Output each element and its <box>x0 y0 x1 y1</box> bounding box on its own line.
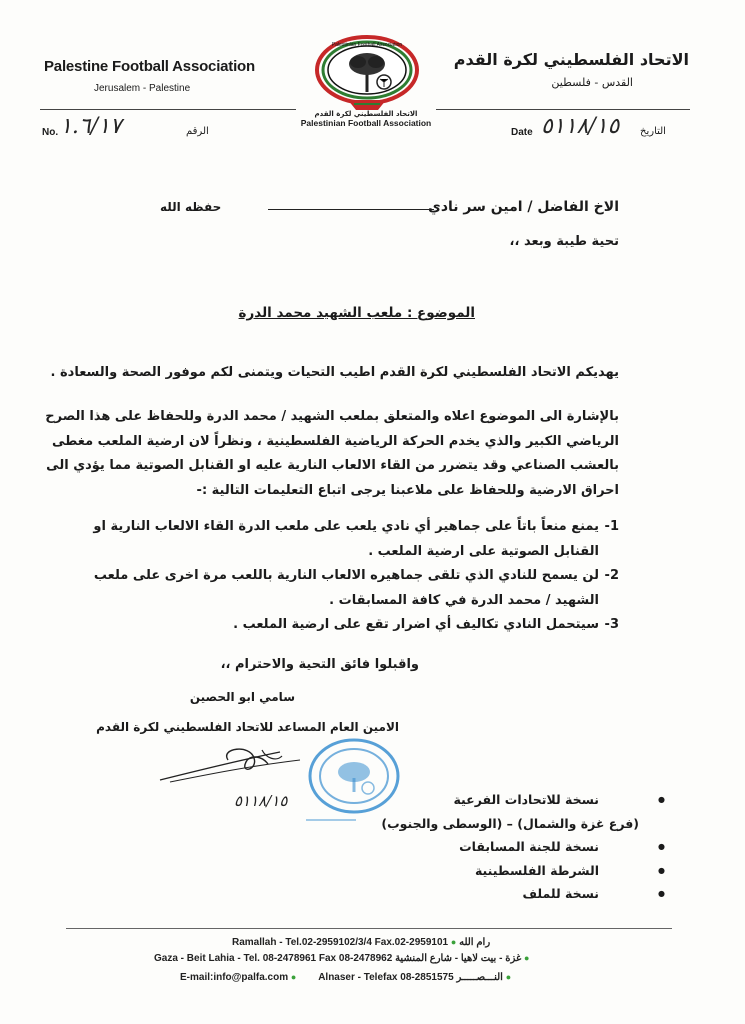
footer-dot-icon: ● <box>450 937 457 947</box>
addressee-blank-line <box>268 209 434 210</box>
footer-alnaser-contact: Alnaser - Telefax 08-2851575 <box>318 972 454 983</box>
reference-number-value: ١.٦/١٧ <box>60 114 122 139</box>
paragraph-line: احراق الارضية وللحفاظ على ملاعبنا يرجى اتباع التعليمات التالية :- <box>196 482 619 498</box>
association-logo-icon <box>314 34 420 112</box>
footer-divider <box>66 928 672 929</box>
handwritten-signature-icon <box>150 740 390 810</box>
body-paragraph <box>45 405 619 503</box>
org-city-arabic: القدس - فلسطين <box>551 76 633 89</box>
instruction-line: سيتحمل النادي تكاليف أي اضرار تقع على ارضية الملعب . <box>233 617 599 632</box>
svg-text:Palestinian Football Associati: Palestinian Football Association <box>331 42 403 48</box>
instruction-line: الشهيد / محمد الدرة في كافة المسابقات . <box>329 592 599 608</box>
instruction-number: 3- <box>604 617 619 632</box>
instruction-item <box>93 613 619 638</box>
instruction-number: 1- <box>604 519 619 534</box>
copy-recipient: ● نسخة للجنة المسابقات <box>381 835 619 859</box>
date-value: ٥١١٨/١٥ <box>541 114 620 139</box>
greeting-line: تحية طيبة وبعد ،، <box>509 234 619 249</box>
paragraph-line: بالإشارة الى الموضوع اعلاه والمتعلق بملعب الشهيد / محمد الدرة وللحفاظ على هذا الصرح <box>45 409 619 424</box>
copy-recipient: ● الشرطة الفلسطينية <box>381 859 619 883</box>
footer-alnaser-arabic: النـــصـــــر <box>456 972 503 983</box>
svg-text:٥١١٨/١٥: ٥١١٨/١٥ <box>234 792 288 810</box>
instruction-item <box>93 515 619 564</box>
instruction-number: 2- <box>604 568 619 583</box>
signer-title: الامين العام المساعد للاتحاد الفلسطيني لكرة القدم <box>96 720 399 734</box>
reference-number-label-arabic: الرقم <box>186 126 209 137</box>
paragraph-line: الرياضي الكبير والذي يخدم الحركة الرياضية الفلسطينية ، ونظراً لان ارضية الملعب مغطى <box>51 433 619 449</box>
closing-regards: واقبلوا فائق التحية والاحترام ،، <box>220 657 419 672</box>
instruction-line: القنابل الصوتية على ارضية الملعب . <box>368 543 599 559</box>
instruction-line: لن يسمح للنادي الذي تلقى جماهيره الالعاب النارية باللعب مرة اخرى على ملعب <box>93 568 599 583</box>
reference-number-label: No. <box>42 127 59 138</box>
signer-name: سامي ابو الحصين <box>189 690 295 704</box>
header-divider-left <box>40 109 296 110</box>
date-label-arabic: التاريخ <box>640 126 666 137</box>
date-label: Date <box>511 127 533 138</box>
header-divider-right <box>436 109 690 110</box>
copy-recipient: ● نسخة للاتحادات الفرعية <box>381 788 619 812</box>
copy-recipient: ● نسخة للملف <box>381 882 619 906</box>
logo-caption-english: Palestinian Football Association <box>300 118 432 128</box>
copies-list <box>381 788 639 906</box>
instructions-list <box>93 515 619 638</box>
org-city-english: Jerusalem - Palestine <box>94 83 191 94</box>
footer-alnaser <box>180 972 511 983</box>
intro-line: يهديكم الاتحاد الفلسطيني لكرة القدم اطيب التحيات ويتمنى لكم موفور الصحة والسعادة . <box>50 365 619 380</box>
paragraph-line: بالعشب الصناعي وقد يتضرر من القاء الالعاب النارية عليه او القنابل الصوتية مما يؤدي الى <box>46 458 619 473</box>
footer-dot-icon: ● <box>290 972 297 982</box>
org-name-arabic: الاتحاد الفلسطيني لكرة القدم <box>453 50 689 69</box>
instruction-item <box>93 564 619 613</box>
addressee-line: الاخ الفاضل / امين سر نادي <box>428 199 619 215</box>
instruction-line: يمنع منعاً باتاً على جماهير أي نادي يلعب على ملعب الدرة القاء الالعاب النارية او <box>93 519 599 534</box>
footer-email: E-mail:info@palfa.com <box>180 972 289 983</box>
footer-dot-icon: ● <box>505 972 512 982</box>
footer-gaza-contact: Gaza - Beit Lahia - Tel. 08-2478961 Fax 08-2478962 <box>154 953 393 964</box>
honorific: حفظه الله <box>160 200 222 214</box>
copy-recipient-detail: (فرع غزة والشمال) – (الوسطى والجنوب) <box>381 815 639 831</box>
logo-caption-arabic: الاتحاد الفلسطيني لكرة القدم <box>314 110 418 118</box>
org-name-english: Palestine Football Association <box>44 58 255 75</box>
footer-gaza-arabic: غزة - بيت لاهيا - شارع المنشية <box>395 953 522 964</box>
footer-ramallah-arabic: رام الله <box>459 937 491 948</box>
footer-ramallah <box>232 937 490 948</box>
footer-gaza <box>154 953 529 964</box>
footer-ramallah-contact: Ramallah - Tel.02-2959102/3/4 Fax.02-2959101 <box>232 937 449 948</box>
subject-line: الموضوع : ملعب الشهيد محمد الدرة <box>238 305 475 321</box>
footer-dot-icon: ● <box>523 953 530 963</box>
